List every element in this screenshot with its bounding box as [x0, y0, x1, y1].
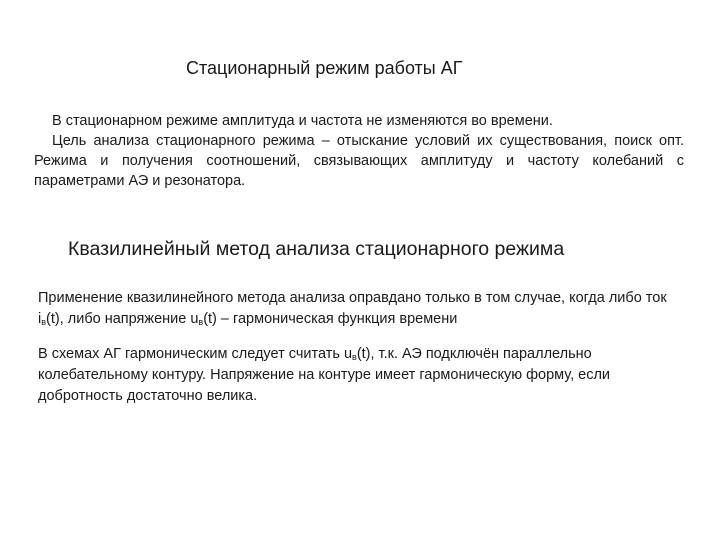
section-title-stationary-mode: Стационарный режим работы АГ — [186, 58, 463, 78]
stationary-mode-line-2: Цель анализа стационарного режима – отыскание условий их существования, поиск опт. Режима и получения соотношений, связывающих амплитуду и частоту колебаний с параметрами АЭ и резонатора. — [34, 133, 684, 189]
text-part: (t), либо напряжение u — [46, 311, 199, 327]
section-title-quasilinear-method: Квазилинейный метод анализа стационарного режима — [68, 238, 565, 260]
text-part: В схемах АГ гармоническим следует считать u — [38, 346, 353, 362]
stationary-mode-line-1: В стационарном режиме амплитуда и частота не изменяются во времени. — [52, 113, 553, 129]
subscript: в — [41, 317, 47, 327]
subscript: в — [352, 352, 357, 362]
text-part: Применение квазилинейного метода анализа оправдано только в том случае, когда либо ток i — [38, 290, 667, 327]
text-part: (t), т.к. АЭ подключён параллельно колебательному контуру. Напряжение на контуре имеет гармоническую форму, если добротность достаточно велика. — [38, 346, 611, 404]
stationary-mode-paragraph — [34, 111, 684, 191]
text-part: (t) – гармоническая функция времени — [203, 311, 458, 327]
subscript: в — [198, 317, 204, 327]
harmonic-voltage-paragraph — [38, 344, 688, 407]
quasilinear-applicability-paragraph — [38, 288, 688, 330]
